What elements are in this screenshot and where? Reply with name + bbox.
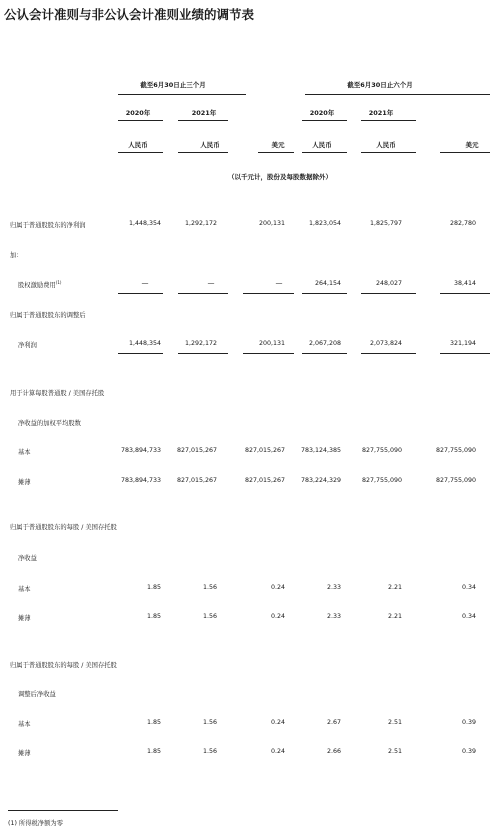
currency-header-4: 人民币 <box>312 141 332 149</box>
cell: 2.66 <box>326 748 341 755</box>
page-title: 公认会计准则与非公认会计准则业绩的调节表 <box>4 7 255 22</box>
row-label-net-income: 归属于普通股股东的净利润 <box>10 222 86 229</box>
cell: 827,755,090 <box>435 447 476 454</box>
period-three-rule <box>118 94 246 95</box>
cell: 0.24 <box>270 719 285 726</box>
cell: 0.39 <box>461 748 476 755</box>
row-label-shares-title: 用于计算每股普通股 / 美国存托股 <box>10 390 105 397</box>
cell: 200,131 <box>258 340 285 347</box>
row-label-shares-basic: 基本 <box>18 449 31 456</box>
row-label-adj-title: 归属于普通股股东的调整后 <box>10 312 86 319</box>
cell: 1.85 <box>146 748 161 755</box>
cell: — <box>207 279 215 287</box>
cell: 1.56 <box>202 584 217 591</box>
row-label-shares-diluted: 摊薄 <box>18 479 31 486</box>
cell: 827,015,267 <box>176 477 217 484</box>
unit-note: （以千元计，股份及每股数据除外） <box>228 173 332 181</box>
cell: 2.51 <box>387 748 402 755</box>
cell: 2,073,824 <box>369 340 402 347</box>
cell: 2.51 <box>387 719 402 726</box>
row-label-adj-eps-basic: 基本 <box>18 721 31 728</box>
cell: 282,780 <box>449 220 476 227</box>
cell: 321,194 <box>449 340 476 347</box>
cell: 0.34 <box>461 613 476 620</box>
cell: 2.21 <box>387 584 402 591</box>
period-six-header: 截至6月30日止六个月 <box>347 81 413 89</box>
cell: 2.67 <box>326 719 341 726</box>
cell: 0.24 <box>270 584 285 591</box>
cell: 1,825,797 <box>369 220 402 227</box>
row-label-eps-basic: 基本 <box>18 586 31 593</box>
currency-header-3: 美元 <box>271 141 285 149</box>
period-three-header: 截至6月30日止三个月 <box>140 81 206 89</box>
cell: 0.24 <box>270 748 285 755</box>
year-header-2020-six: 2020年 <box>309 109 335 117</box>
cell: 827,015,267 <box>244 447 285 454</box>
cell: 783,894,733 <box>120 477 161 484</box>
row-label-add: 加： <box>10 252 23 259</box>
row-label-adj-eps-title: 归属于普通股股东的每股 / 美国存托股 <box>10 662 117 669</box>
year-header-2020-three: 2020年 <box>125 109 151 117</box>
cell: 0.39 <box>461 719 476 726</box>
cell: 0.34 <box>461 584 476 591</box>
cell: 38,414 <box>453 280 476 287</box>
cell: 2,067,208 <box>308 340 341 347</box>
year-header-2021-three: 2021年 <box>191 109 217 117</box>
currency-header-5: 人民币 <box>376 141 396 149</box>
cell: 1.56 <box>202 748 217 755</box>
footnote-mark: (1) <box>55 280 62 285</box>
cell: 1,292,172 <box>184 220 217 227</box>
cell: 1,292,172 <box>184 340 217 347</box>
year-header-2021-six: 2021年 <box>368 109 394 117</box>
cell: 0.24 <box>270 613 285 620</box>
cell: 783,224,329 <box>300 477 341 484</box>
cell: 264,154 <box>314 280 341 287</box>
cell: 200,131 <box>258 220 285 227</box>
cell: 248,027 <box>375 280 402 287</box>
row-label-adj-net: 净利润 <box>18 342 37 349</box>
cell: — <box>141 279 149 287</box>
cell: 827,755,090 <box>435 477 476 484</box>
cell: 1,823,054 <box>308 220 341 227</box>
currency-header-2: 人民币 <box>200 141 220 149</box>
row-label-adj-eps-diluted: 摊薄 <box>18 750 31 757</box>
cell: 2.33 <box>326 613 341 620</box>
cell: 783,894,733 <box>120 447 161 454</box>
cell: 1.85 <box>146 719 161 726</box>
cell: 1,448,354 <box>128 340 161 347</box>
currency-header-6: 美元 <box>465 141 479 149</box>
row-label-shares-sub: 净收益的加权平均股数 <box>18 420 81 427</box>
cell: 2.21 <box>387 613 402 620</box>
currency-header-1: 人民币 <box>128 141 148 149</box>
row-label-eps-sub: 净收益 <box>18 555 37 562</box>
period-six-rule <box>305 94 490 95</box>
cell: 827,755,090 <box>361 447 402 454</box>
row-label-eps-title: 归属于普通股股东的每股 / 美国存托股 <box>10 524 117 531</box>
cell: 1.85 <box>146 584 161 591</box>
cell: 827,015,267 <box>244 477 285 484</box>
row-label-sbc: 股权激励费用$^{(1)}$ <box>18 280 62 290</box>
row-label-eps-diluted: 摊薄 <box>18 615 31 622</box>
cell: 827,015,267 <box>176 447 217 454</box>
cell: 2.33 <box>326 584 341 591</box>
cell: 1.56 <box>202 613 217 620</box>
footnote: (1) 所得税净额为零 <box>8 820 63 827</box>
cell: 783,124,385 <box>300 447 341 454</box>
footnote-rule <box>8 810 118 811</box>
cell: — <box>275 279 283 287</box>
cell: 827,755,090 <box>361 477 402 484</box>
cell: 1.56 <box>202 719 217 726</box>
cell: 1.85 <box>146 613 161 620</box>
row-label-adj-eps-sub: 调整后净收益 <box>18 691 56 698</box>
cell: 1,448,354 <box>128 220 161 227</box>
